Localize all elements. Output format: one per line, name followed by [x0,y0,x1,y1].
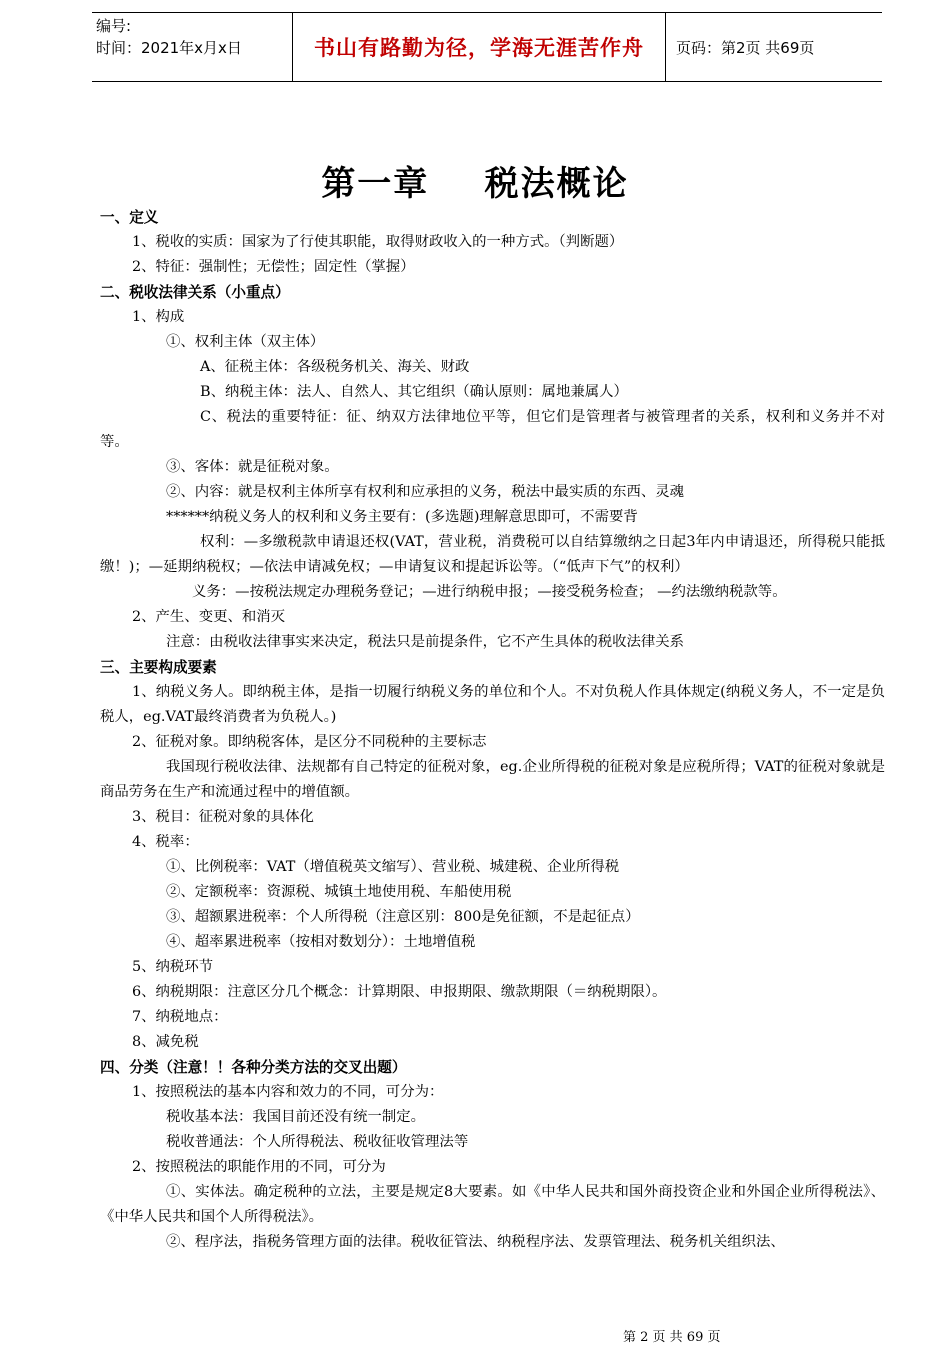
text-line: ③、客体：就是征税对象。 [166,459,339,475]
text-line: ②、定额税率：资源税、城镇土地使用税、车船使用税 [166,884,512,900]
text-line: 2、征税对象。即纳税客体，是区分不同税种的主要标志 [132,734,487,750]
text-line: 8、减免税 [132,1034,199,1050]
page-footer: 第 2 页 共 69 页 [623,1330,721,1345]
text-line: ①、比例税率：VAT（增值税英文缩写）、营业税、城建税、企业所得税 [166,859,620,875]
header-page-label: 页码：第2页 共69页 [676,38,815,57]
text-line: 2、产生、变更、和消灭 [132,609,286,625]
header-motto: 书山有路勤为径，学海无涯苦作舟 [292,13,666,81]
page-header [92,12,882,82]
text-line: 1、按照税法的基本内容和效力的不同，可分为： [132,1084,444,1100]
section-heading: 三、主要构成要素 [100,659,217,676]
text-line: 7、纳税地点： [132,1009,228,1025]
text-line: 权利：—多缴税款申请退还权(VAT，营业税，消费税可以自结算缴纳之日起3年内申请退还，所得税只能抵缴！)；—延期纳税权；—依法申请减免权；—申请复议和提起诉讼等。（“低声下气”的权利） [100,534,885,575]
serial-label: 编号: [96,17,132,35]
text-line: 1、纳税义务人。即纳税主体，是指一切履行纳税义务的单位和个人。不对负税人作具体规定(纳税义务人，不一定是负税人，eg.VAT最终消费者为负税人。) [100,684,885,725]
text-line: 注意：由税收法律事实来决定，税法只是前提条件，它不产生具体的税收法律关系 [166,634,685,650]
text-line: 2、按照税法的职能作用的不同，可分为 [132,1159,386,1175]
text-line: B、纳税主体：法人、自然人、其它组织（确认原则：属地兼属人） [200,384,628,400]
chapter-title: 第一章 税法概论 [321,164,629,204]
text-line: A、征税主体：各级税务机关、海关、财政 [200,359,470,375]
text-line: ②、程序法，指税务管理方面的法律。税收征管法、纳税程序法、发票管理法、税务机关组织法、 [166,1234,785,1250]
section-heading: 一、定义 [100,209,159,226]
text-line: 3、税目：征税对象的具体化 [132,809,314,825]
text-line: 义务：—按税法规定办理税务登记；—进行纳税申报；—接受税务检查； —约法缴纳税款等。 [192,584,787,600]
text-line: 4、税率： [132,834,199,850]
text-line: 我国现行税收法律、法规都有自己特定的征税对象，eg.企业所得税的征税对象是应税所得；VAT的征税对象就是商品劳务在生产和流通过程中的增值额。 [100,759,885,800]
text-line: ******纳税义务人的权利和义务主要有：(多选题)理解意思即可，不需要背 [166,509,638,525]
document-body [100,205,885,1255]
text-line: 2、特征：强制性；无偿性；固定性（掌握） [132,259,415,275]
text-line: 5、纳税环节 [132,959,214,975]
header-meta [92,13,292,81]
text-line: ②、内容：就是权利主体所享有权利和应承担的义务，税法中最实质的东西、灵魂 [166,484,685,500]
text-line: ①、权利主体（双主体） [166,334,325,350]
text-line: C、税法的重要特征：征、纳双方法律地位平等，但它们是管理者与被管理者的关系，权利和义务并不对等。 [100,409,885,450]
text-line: ④、超率累进税率（按相对数划分）：土地增值税 [166,934,476,950]
text-line: 税收基本法：我国目前还没有统一制定。 [166,1109,426,1125]
text-line: ①、实体法。确定税种的立法，主要是规定8大要素。如《中华人民共和国外商投资企业和外国企业所得税法》、《中华人民共和国个人所得税法》。 [100,1184,885,1225]
text-line: ③、超额累进税率：个人所得税（注意区别：800是免征额，不是起征点） [166,909,640,925]
text-line: 6、纳税期限：注意区分几个概念：计算期限、申报期限、缴款期限（＝纳税期限）。 [132,984,667,1000]
time-label: 时间：2021年x月x日 [96,39,242,57]
text-line: 1、构成 [132,309,185,325]
section-heading: 四、分类（注意！！各种分类方法的交叉出题） [100,1059,407,1076]
text-line: 1、税收的实质：国家为了行使其职能，取得财政收入的一种方式。（判断题） [132,234,624,250]
text-line: 税收普通法：个人所得税法、税收征收管理法等 [166,1134,469,1150]
section-heading: 二、税收法律关系（小重点） [100,284,290,301]
